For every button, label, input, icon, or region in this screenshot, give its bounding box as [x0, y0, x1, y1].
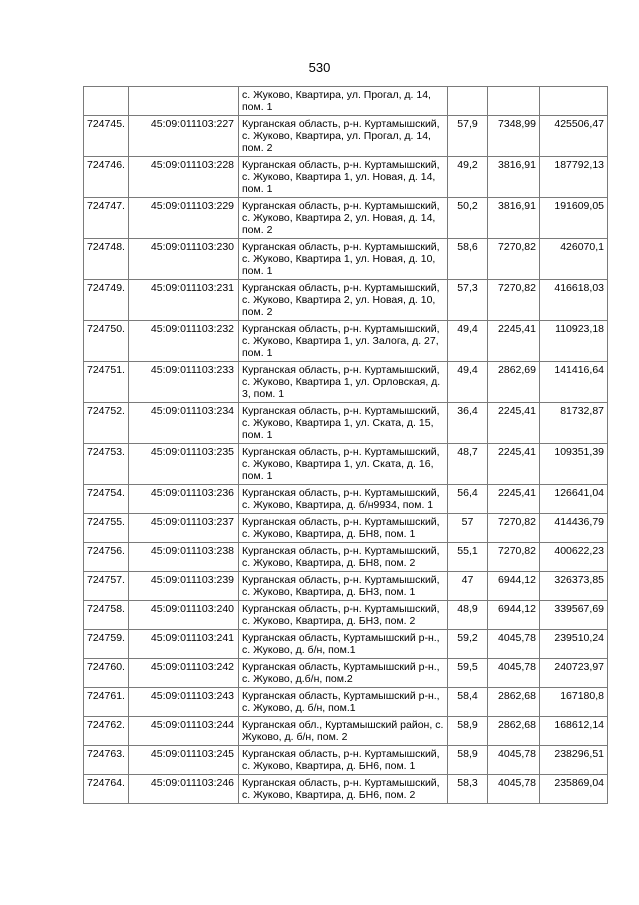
- unit-price-cell: 7348,99: [488, 116, 540, 157]
- unit-price-cell: 7270,82: [488, 514, 540, 543]
- cadastral-number-cell: 45:09:011103:228: [129, 157, 239, 198]
- unit-price-cell: 2245,41: [488, 485, 540, 514]
- cadastral-value-cell: 191609,05: [540, 198, 608, 239]
- unit-price-cell: 2862,68: [488, 688, 540, 717]
- cadastral-number-cell: 45:09:011103:236: [129, 485, 239, 514]
- area-cell: 48,9: [448, 601, 488, 630]
- row-number-cell: 724745.: [84, 116, 129, 157]
- area-cell: 58,9: [448, 717, 488, 746]
- table-row: [84, 403, 608, 444]
- cadastral-number-cell: 45:09:011103:239: [129, 572, 239, 601]
- table-body: [84, 87, 608, 804]
- unit-price-cell: 7270,82: [488, 239, 540, 280]
- area-cell: 36,4: [448, 403, 488, 444]
- address-cell: Курганская область, р-н. Куртамышский, с. Жуково, Квартира, ул. Прогал, д. 14, пом. 2: [239, 116, 448, 157]
- cadastral-value-cell: 141416,64: [540, 362, 608, 403]
- cadastral-value-cell: 414436,79: [540, 514, 608, 543]
- address-cell: с. Жуково, Квартира, ул. Прогал, д. 14, пом. 1: [239, 87, 448, 116]
- unit-price-cell: 7270,82: [488, 280, 540, 321]
- row-number-cell: 724754.: [84, 485, 129, 514]
- address-cell: Курганская область, р-н. Куртамышский, с. Жуково, Квартира 1, ул. Новая, д. 10, пом. 1: [239, 239, 448, 280]
- cadastral-number-cell: 45:09:011103:244: [129, 717, 239, 746]
- row-number-cell: 724762.: [84, 717, 129, 746]
- address-cell: Курганская область, р-н. Куртамышский, с. Жуково, Квартира, д. БН3, пом. 2: [239, 601, 448, 630]
- cadastral-number-cell: 45:09:011103:241: [129, 630, 239, 659]
- table-row: [84, 572, 608, 601]
- row-number-cell: 724750.: [84, 321, 129, 362]
- row-number-cell: 724763.: [84, 746, 129, 775]
- area-cell: 49,2: [448, 157, 488, 198]
- cadastral-value-cell: 238296,51: [540, 746, 608, 775]
- row-number-cell: 724764.: [84, 775, 129, 804]
- table-row: [84, 775, 608, 804]
- address-cell: Курганская область, р-н. Куртамышский, с. Жуково, Квартира, д. БН3, пом. 1: [239, 572, 448, 601]
- table-row: [84, 87, 608, 116]
- cadastral-value-cell: 187792,13: [540, 157, 608, 198]
- row-number-cell: 724747.: [84, 198, 129, 239]
- table-row: [84, 362, 608, 403]
- cadastral-number-cell: 45:09:011103:232: [129, 321, 239, 362]
- unit-price-cell: 2245,41: [488, 444, 540, 485]
- cadastral-value-cell: 426070,1: [540, 239, 608, 280]
- unit-price-cell: [488, 87, 540, 116]
- address-cell: Курганская область, Куртамышский р-н., с. Жуково, д. б/н, пом.1: [239, 688, 448, 717]
- cadastral-number-cell: 45:09:011103:237: [129, 514, 239, 543]
- address-cell: Курганская область, р-н. Куртамышский, с. Жуково, Квартира, д. БН6, пом. 1: [239, 746, 448, 775]
- unit-price-cell: 2862,69: [488, 362, 540, 403]
- unit-price-cell: 4045,78: [488, 775, 540, 804]
- cadastral-number-cell: 45:09:011103:235: [129, 444, 239, 485]
- cadastral-number-cell: 45:09:011103:245: [129, 746, 239, 775]
- cadastral-number-cell: 45:09:011103:246: [129, 775, 239, 804]
- address-cell: Курганская область, Куртамышский р-н., с. Жуково, д. б/н, пом.1: [239, 630, 448, 659]
- row-number-cell: [84, 87, 129, 116]
- area-cell: 47: [448, 572, 488, 601]
- address-cell: Курганская область, р-н. Куртамышский, с. Жуково, Квартира 1, ул. Залога, д. 27, пом. 1: [239, 321, 448, 362]
- row-number-cell: 724746.: [84, 157, 129, 198]
- table-row: [84, 717, 608, 746]
- table-row: [84, 746, 608, 775]
- table-row: [84, 543, 608, 572]
- unit-price-cell: 4045,78: [488, 630, 540, 659]
- table-row: [84, 485, 608, 514]
- table-row: [84, 514, 608, 543]
- address-cell: Курганская область, Куртамышский р-н., с. Жуково, д.б/н, пом.2: [239, 659, 448, 688]
- cadastral-value-cell: 110923,18: [540, 321, 608, 362]
- table-row: [84, 239, 608, 280]
- cadastral-value-cell: [540, 87, 608, 116]
- area-cell: [448, 87, 488, 116]
- unit-price-cell: 6944,12: [488, 601, 540, 630]
- cadastral-number-cell: 45:09:011103:242: [129, 659, 239, 688]
- unit-price-cell: 3816,91: [488, 157, 540, 198]
- cadastral-value-cell: 326373,85: [540, 572, 608, 601]
- unit-price-cell: 2862,68: [488, 717, 540, 746]
- area-cell: 58,4: [448, 688, 488, 717]
- address-cell: Курганская область, р-н. Куртамышский, с. Жуково, Квартира, д. б/н9934, пом. 1: [239, 485, 448, 514]
- cadastral-number-cell: 45:09:011103:243: [129, 688, 239, 717]
- area-cell: 55,1: [448, 543, 488, 572]
- row-number-cell: 724751.: [84, 362, 129, 403]
- cadastral-value-cell: 400622,23: [540, 543, 608, 572]
- cadastral-value-cell: 167180,8: [540, 688, 608, 717]
- cadastral-number-cell: 45:09:011103:234: [129, 403, 239, 444]
- cadastral-value-cell: 81732,87: [540, 403, 608, 444]
- row-number-cell: 724758.: [84, 601, 129, 630]
- cadastral-value-cell: 239510,24: [540, 630, 608, 659]
- address-cell: Курганская область, р-н. Куртамышский, с. Жуково, Квартира 1, ул. Орловская, д. 3, пом. 1: [239, 362, 448, 403]
- row-number-cell: 724749.: [84, 280, 129, 321]
- address-cell: Курганская область, р-н. Куртамышский, с. Жуково, Квартира 1, ул. Ската, д. 15, пом. 1: [239, 403, 448, 444]
- address-cell: Курганская область, р-н. Куртамышский, с. Жуково, Квартира 1, ул. Ската, д. 16, пом. 1: [239, 444, 448, 485]
- cadastral-value-cell: 168612,14: [540, 717, 608, 746]
- page-number: 530: [308, 60, 331, 75]
- table-row: [84, 659, 608, 688]
- cadastral-table: [83, 86, 608, 804]
- table-row: [84, 198, 608, 239]
- area-cell: 59,2: [448, 630, 488, 659]
- area-cell: 57,9: [448, 116, 488, 157]
- address-cell: Курганская обл., Куртамышский район, с. Жуково, д. б/н, пом. 2: [239, 717, 448, 746]
- row-number-cell: 724761.: [84, 688, 129, 717]
- table-row: [84, 321, 608, 362]
- cadastral-value-cell: 416618,03: [540, 280, 608, 321]
- area-cell: 58,6: [448, 239, 488, 280]
- address-cell: Курганская область, р-н. Куртамышский, с. Жуково, Квартира, д. БН8, пом. 1: [239, 514, 448, 543]
- area-cell: 49,4: [448, 362, 488, 403]
- row-number-cell: 724759.: [84, 630, 129, 659]
- cadastral-value-cell: 339567,69: [540, 601, 608, 630]
- row-number-cell: 724757.: [84, 572, 129, 601]
- area-cell: 59,5: [448, 659, 488, 688]
- cadastral-number-cell: [129, 87, 239, 116]
- table-row: [84, 280, 608, 321]
- unit-price-cell: 4045,78: [488, 746, 540, 775]
- cadastral-number-cell: 45:09:011103:240: [129, 601, 239, 630]
- cadastral-value-cell: 126641,04: [540, 485, 608, 514]
- cadastral-value-cell: 425506,47: [540, 116, 608, 157]
- cadastral-value-cell: 235869,04: [540, 775, 608, 804]
- cadastral-number-cell: 45:09:011103:233: [129, 362, 239, 403]
- row-number-cell: 724755.: [84, 514, 129, 543]
- address-cell: Курганская область, р-н. Куртамышский, с. Жуково, Квартира 2, ул. Новая, д. 14, пом. 2: [239, 198, 448, 239]
- address-cell: Курганская область, р-н. Куртамышский, с. Жуково, Квартира, д. БН8, пом. 2: [239, 543, 448, 572]
- unit-price-cell: 7270,82: [488, 543, 540, 572]
- row-number-cell: 724756.: [84, 543, 129, 572]
- area-cell: 48,7: [448, 444, 488, 485]
- area-cell: 57: [448, 514, 488, 543]
- area-cell: 56,4: [448, 485, 488, 514]
- row-number-cell: 724760.: [84, 659, 129, 688]
- cadastral-number-cell: 45:09:011103:231: [129, 280, 239, 321]
- table-row: [84, 601, 608, 630]
- address-cell: Курганская область, р-н. Куртамышский, с. Жуково, Квартира 2, ул. Новая, д. 10, пом. 2: [239, 280, 448, 321]
- area-cell: 58,3: [448, 775, 488, 804]
- table-row: [84, 444, 608, 485]
- area-cell: 50,2: [448, 198, 488, 239]
- table-row: [84, 157, 608, 198]
- cadastral-number-cell: 45:09:011103:227: [129, 116, 239, 157]
- row-number-cell: 724753.: [84, 444, 129, 485]
- address-cell: Курганская область, р-н. Куртамышский, с. Жуково, Квартира 1, ул. Новая, д. 14, пом. 1: [239, 157, 448, 198]
- area-cell: 57,3: [448, 280, 488, 321]
- address-cell: Курганская область, р-н. Куртамышский, с. Жуково, Квартира, д. БН6, пом. 2: [239, 775, 448, 804]
- cadastral-number-cell: 45:09:011103:230: [129, 239, 239, 280]
- unit-price-cell: 2245,41: [488, 321, 540, 362]
- table-row: [84, 630, 608, 659]
- cadastral-number-cell: 45:09:011103:229: [129, 198, 239, 239]
- cadastral-value-cell: 240723,97: [540, 659, 608, 688]
- row-number-cell: 724752.: [84, 403, 129, 444]
- table-row: [84, 116, 608, 157]
- table-row: [84, 688, 608, 717]
- unit-price-cell: 6944,12: [488, 572, 540, 601]
- unit-price-cell: 2245,41: [488, 403, 540, 444]
- unit-price-cell: 3816,91: [488, 198, 540, 239]
- cadastral-value-cell: 109351,39: [540, 444, 608, 485]
- unit-price-cell: 4045,78: [488, 659, 540, 688]
- area-cell: 58,9: [448, 746, 488, 775]
- cadastral-number-cell: 45:09:011103:238: [129, 543, 239, 572]
- row-number-cell: 724748.: [84, 239, 129, 280]
- area-cell: 49,4: [448, 321, 488, 362]
